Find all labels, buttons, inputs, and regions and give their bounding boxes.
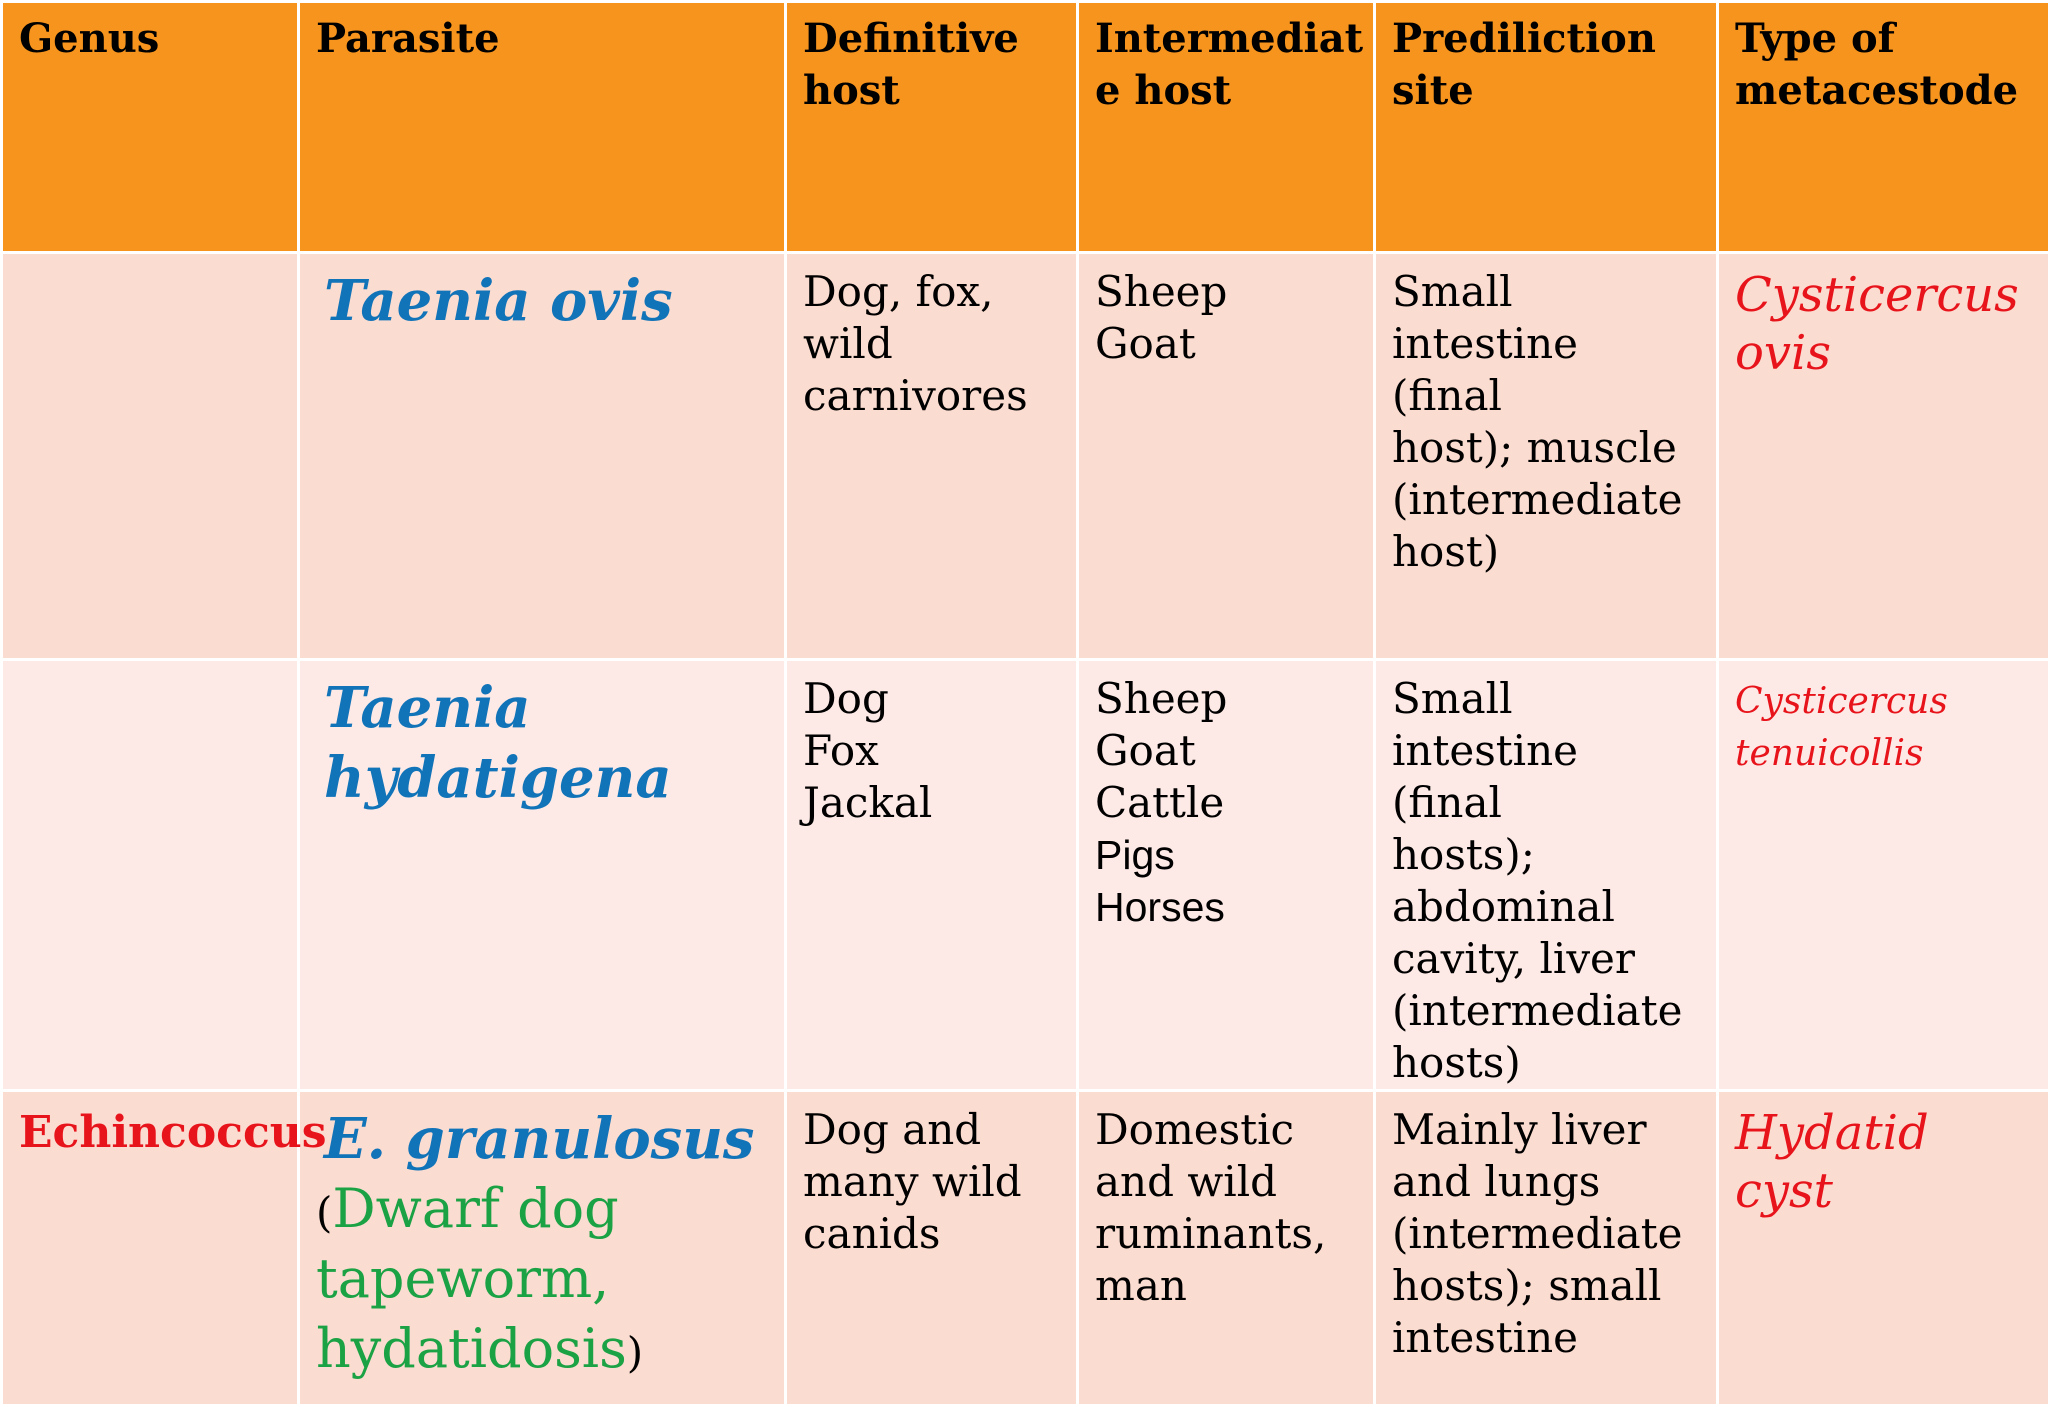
metacestode-name: Hydatid cyst xyxy=(1735,1105,1929,1219)
definitive-host-cell: Dog and many wild canids xyxy=(786,1091,1078,1406)
header-intermediate-host: Intermediat e host xyxy=(1078,2,1375,253)
parasite-cell xyxy=(299,660,786,1091)
definitive-host-cell: Dog, fox, wild carnivores xyxy=(786,253,1078,660)
intermediate-host-cell: Sheep Goat xyxy=(1078,253,1375,660)
genus-cell xyxy=(2,253,299,660)
header-prediliction-site: Prediliction site xyxy=(1375,2,1718,253)
header-metacestode: Type of metacestode xyxy=(1718,2,2050,253)
header-definitive-host: Definitive host xyxy=(786,2,1078,253)
metacestode-cell xyxy=(1718,1091,2050,1406)
parasite-cell xyxy=(299,253,786,660)
metacestode-name: Cysticercus ovis xyxy=(1735,267,2019,381)
genus-cell xyxy=(2,660,299,1091)
header-genus: Genus xyxy=(2,2,299,253)
metacestode-cell xyxy=(1718,253,2050,660)
parasite-common-name: Dwarf dog tapeworm, hydatidosis xyxy=(316,1177,627,1380)
metacestode-name: Cysticercus tenuicollis xyxy=(1735,681,1948,774)
table-row xyxy=(2,660,2050,1091)
parasite-name: Taenia ovis xyxy=(324,268,673,334)
table-row xyxy=(2,253,2050,660)
header-parasite: Parasite xyxy=(299,2,786,253)
parasite-name: Taenia hydatigena xyxy=(324,675,672,811)
paren-open: ( xyxy=(316,1188,333,1237)
intermediate-host-cell: Domestic and wild ruminants, man xyxy=(1078,1091,1375,1406)
paren-close: ) xyxy=(626,1328,644,1377)
parasite-name: E. granulosus xyxy=(324,1106,755,1172)
prediliction-site-cell: Small intestine (final host); muscle (intermediate host) xyxy=(1375,253,1718,660)
genus-cell xyxy=(2,1091,327,1406)
prediliction-site-cell: Small intestine (final hosts); abdominal cavity, liver (intermediate hosts) xyxy=(1375,660,1718,1091)
intermediate-host-cell: Sheep Goat Cattle Pigs Horses xyxy=(1078,660,1375,1091)
definitive-host-cell: Dog Fox Jackal xyxy=(786,660,1078,1091)
parasite-cell xyxy=(299,1091,786,1406)
metacestode-cell xyxy=(1718,660,2050,1091)
header-row xyxy=(2,2,2050,253)
table-row xyxy=(2,1091,2050,1406)
prediliction-site-cell: Mainly liver and lungs (intermediate hosts); small intestine xyxy=(1375,1091,1718,1406)
genus-name: Echincoccus xyxy=(19,1107,327,1158)
